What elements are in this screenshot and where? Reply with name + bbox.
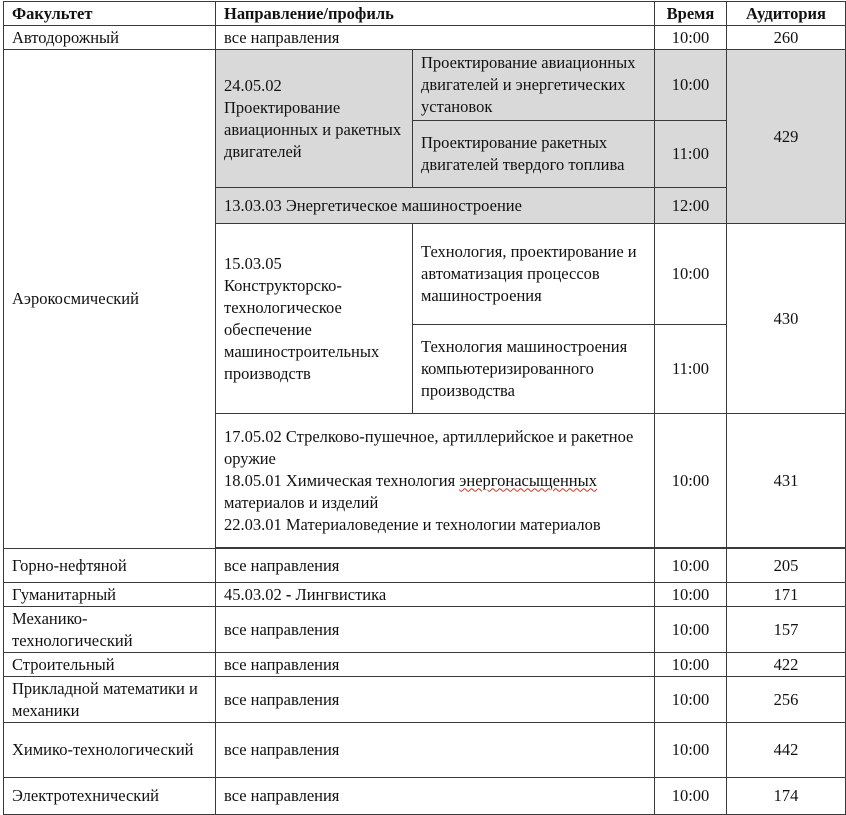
room-cell: 442 [727, 723, 846, 778]
room-cell: 430 [727, 224, 846, 414]
time-cell: 10:00 [655, 607, 727, 653]
faculty-cell: Гуманитарный [4, 583, 216, 607]
faculty-cell: Электротехнический [4, 778, 216, 815]
room-cell: 256 [727, 677, 846, 723]
time-cell: 10:00 [655, 549, 727, 583]
direction-cell: все направления [216, 26, 655, 50]
direction-dash: - [285, 584, 292, 604]
table-row [4, 653, 846, 677]
direction-cell: все направления [216, 677, 655, 723]
time-cell: 11:00 [655, 121, 727, 188]
room-cell: 422 [727, 653, 846, 677]
time-cell: 10:00 [655, 50, 727, 121]
schedule-table [3, 1, 846, 815]
direction-code: 15.03.05 [224, 253, 282, 273]
profile-cell: Проектирование авиационных двигателей и энергетических установок [413, 50, 655, 121]
header-faculty: Факультет [4, 2, 216, 26]
table-row [4, 583, 846, 607]
direction-name: Лингвистика [291, 584, 387, 604]
time-cell: 10:00 [655, 26, 727, 50]
direction-name: Конструкторско-технологическое обеспечение машиностроительных производств [224, 275, 380, 383]
direction-cell: все направления [216, 723, 655, 778]
direction-line [224, 470, 646, 514]
table-row [4, 677, 846, 723]
header-room: Аудитория [727, 2, 846, 26]
direction-line-part: энергонасыщенных [459, 470, 597, 490]
room-cell: 171 [727, 583, 846, 607]
direction-code: 24.05.02 [224, 75, 282, 95]
room-cell: 157 [727, 607, 846, 653]
direction-name: Проектирование авиационных и ракетных двигателей [224, 97, 402, 161]
time-cell: 12:00 [655, 188, 727, 224]
time-cell: 10:00 [655, 677, 727, 723]
profile-cell: Технология, проектирование и автоматизация процессов машиностроения [413, 224, 655, 325]
direction-cell: 13.03.03 Энергетическое машиностроение [216, 188, 655, 224]
faculty-cell: Механико-технологический [4, 607, 216, 653]
profile-cell: Проектирование ракетных двигателей твердого топлива [413, 121, 655, 188]
direction-line: 17.05.02 Стрелково-пушечное, артиллерийское и ракетное оружие [224, 426, 634, 468]
time-cell: 10:00 [655, 224, 727, 325]
time-cell: 11:00 [655, 325, 727, 414]
faculty-cell: Химико-технологический [4, 723, 216, 778]
faculty-cell: Аэрокосмический [4, 50, 216, 549]
direction-cell: все направления [216, 549, 655, 583]
header-row [4, 2, 846, 26]
time-cell: 10:00 [655, 653, 727, 677]
direction-code: 45.03.02 [224, 584, 286, 604]
direction-cell: все направления [216, 653, 655, 677]
table-row [4, 549, 846, 583]
room-cell: 205 [727, 549, 846, 583]
room-cell: 260 [727, 26, 846, 50]
faculty-cell: Прикладной математики и механики [4, 677, 216, 723]
table-row [4, 723, 846, 778]
faculty-cell: Автодорожный [4, 26, 216, 50]
time-cell: 10:00 [655, 723, 727, 778]
room-cell: 174 [727, 778, 846, 815]
room-cell: 431 [727, 414, 846, 548]
header-direction: Направление/профиль [216, 2, 655, 26]
time-cell: 10:00 [655, 778, 727, 815]
faculty-cell: Горно-нефтяной [4, 549, 216, 583]
direction-line: 22.03.01 Материаловедение и технологии материалов [224, 514, 601, 534]
table-row [4, 607, 846, 653]
table-row [4, 50, 846, 121]
direction-cell [216, 50, 413, 188]
direction-cell [216, 224, 413, 414]
room-cell: 429 [727, 50, 846, 224]
direction-cell [216, 583, 655, 607]
profile-cell: Технология машиностроения компьютеризированного производства [413, 325, 655, 414]
header-time: Время [655, 2, 727, 26]
direction-line-part: материалов и изделий [224, 492, 379, 512]
faculty-cell: Строительный [4, 653, 216, 677]
time-cell: 10:00 [655, 414, 727, 548]
direction-cell: все направления [216, 778, 655, 815]
direction-cell: все направления [216, 607, 655, 653]
direction-cell [216, 414, 655, 548]
table-row [4, 26, 846, 50]
direction-line-part: 18.05.01 Химическая технология [224, 470, 460, 490]
time-cell: 10:00 [655, 583, 727, 607]
table-row [4, 778, 846, 815]
